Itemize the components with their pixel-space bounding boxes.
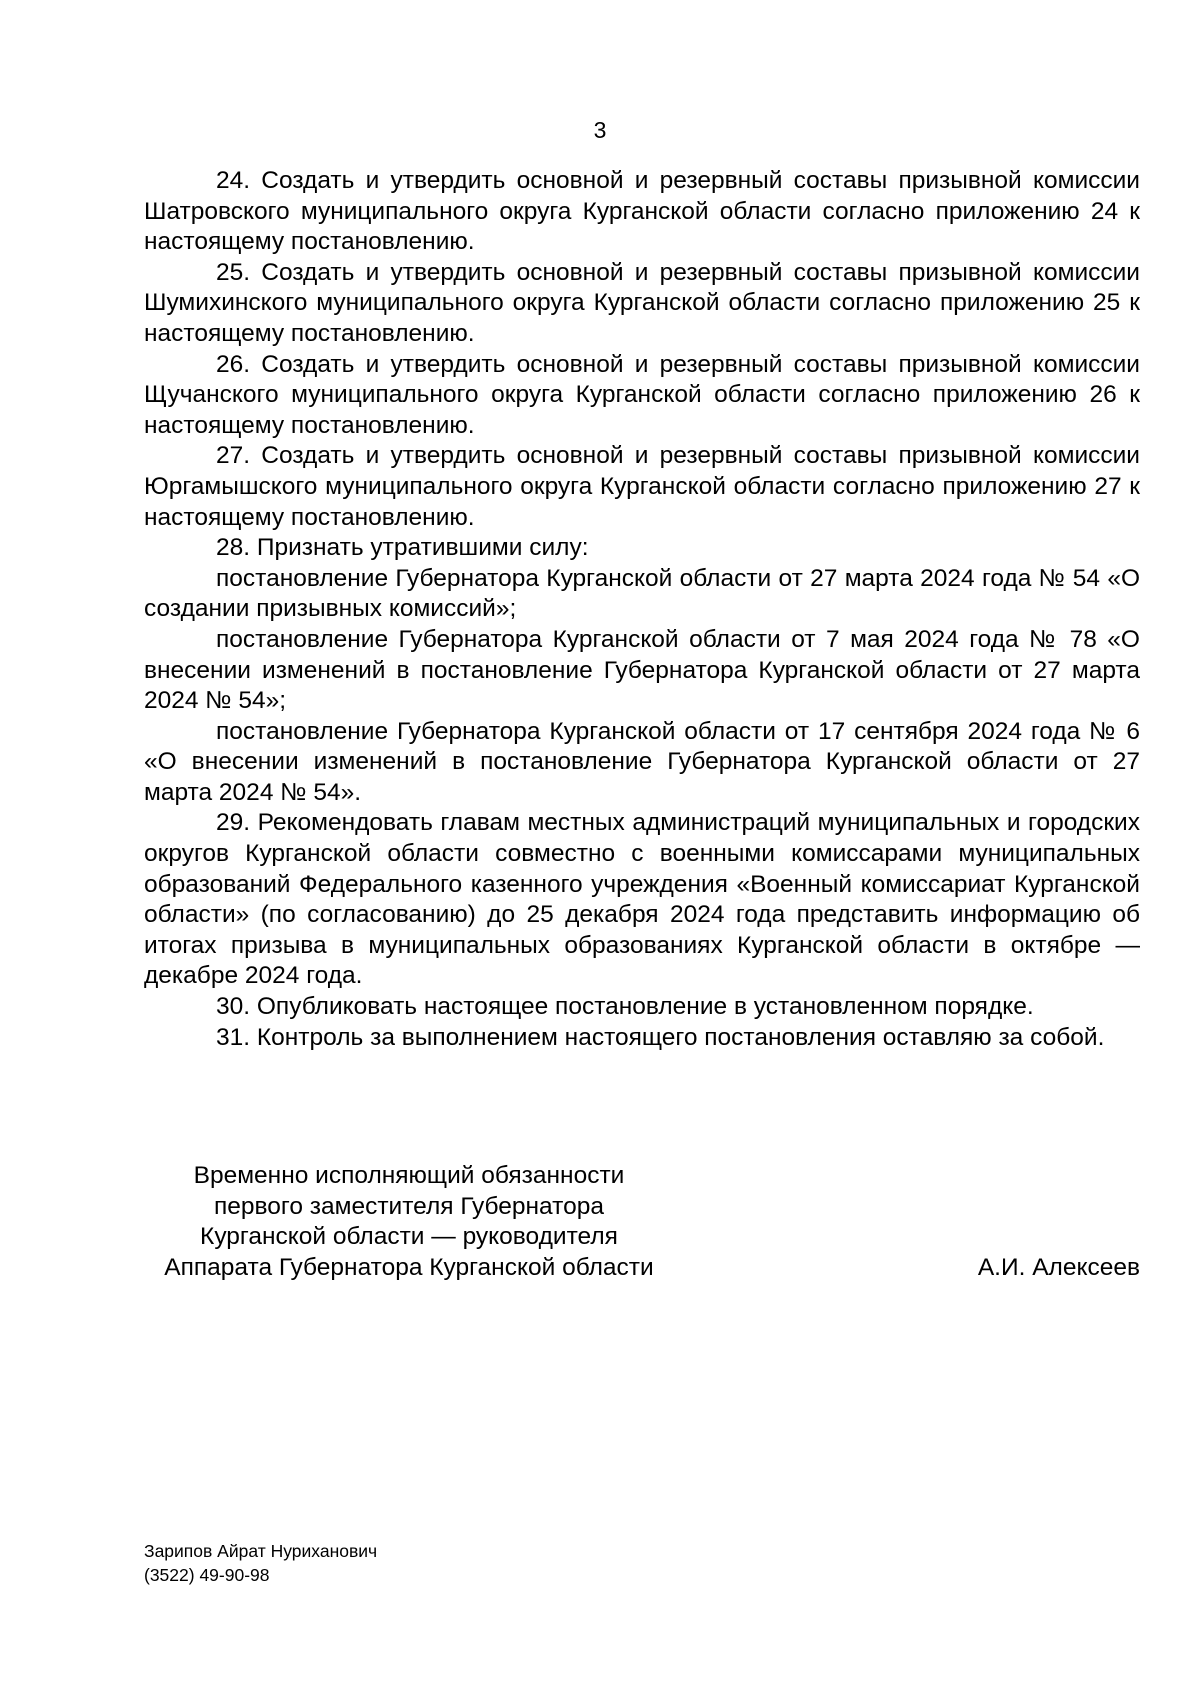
signatory-position-line: первого заместителя Губернатора [214, 1192, 604, 1220]
executor-name: Зарипов Айрат Нуриханович [144, 1541, 378, 1561]
paragraph-item-25: 25. Создать и утвердить основной и резервный составы призывной комиссии Шумихинского муниципального округа Курганской области согласно приложению 25 к настоящему постановлению. [144, 258, 1140, 347]
paragraph-item-28: 28. Признать утратившими силу: [216, 534, 589, 562]
signatory-position-line: Аппарата Губернатора Курганской области [164, 1253, 654, 1281]
paragraph-item-30: 30. Опубликовать настоящее постановление в установленном порядке. [216, 993, 1034, 1021]
paragraph-item-31: 31. Контроль за выполнением настоящего постановления оставляю за собой. [216, 1023, 1105, 1051]
repealed-act-1: постановление Губернатора Курганской области от 27 марта 2024 года № 54 «О создании призывных комиссий»; [144, 564, 1140, 623]
executor-phone: (3522) 49-90-98 [144, 1565, 270, 1585]
signatory-name: А.И. Алексеев [977, 1253, 1140, 1281]
paragraph-item-29: 29. Рекомендовать главам местных администраций муниципальных и городских округов Курганской области совместно с военными комиссарами муниципальных образований Федерального казенного учреждения «Военный комиссариат Курганской области» (по согласованию) до 25 декабря 2024 года представить информацию об итогах призыва в муниципальных образованиях Курганской области в октябре — декабре 2024 года. [144, 809, 1140, 990]
document-body [144, 166, 1140, 1053]
signatory-position-line: Временно исполняющий обязанности [193, 1162, 625, 1189]
signatory-position [144, 1161, 674, 1283]
executor-info [144, 1539, 377, 1587]
paragraph-item-27: 27. Создать и утвердить основной и резервный составы призывной комиссии Юргамышского муниципального округа Курганской области согласно приложению 27 к настоящему постановлению. [144, 442, 1140, 531]
paragraph-item-24: 24. Создать и утвердить основной и резервный составы призывной комиссии Шатровского муниципального округа Курганской области согласно приложению 24 к настоящему постановлению. [144, 167, 1140, 256]
signature-block [144, 1161, 1140, 1291]
repealed-act-2: постановление Губернатора Курганской области от 7 мая 2024 года № 78 «О внесении изменений в постановление Губернатора Курганской области от 27 марта 2024 № 54»; [144, 625, 1140, 715]
page-number: 3 [593, 117, 607, 143]
paragraph-item-26: 26. Создать и утвердить основной и резервный составы призывной комиссии Щучанского муниципального округа Курганской области согласно приложению 26 к настоящему постановлению. [144, 350, 1140, 439]
repealed-act-3: постановление Губернатора Курганской области от 17 сентября 2024 года № 6 «О внесении изменений в постановление Губернатора Курганской области от 27 марта 2024 № 54». [144, 717, 1140, 806]
signatory-position-line: Курганской области — руководителя [200, 1223, 618, 1251]
